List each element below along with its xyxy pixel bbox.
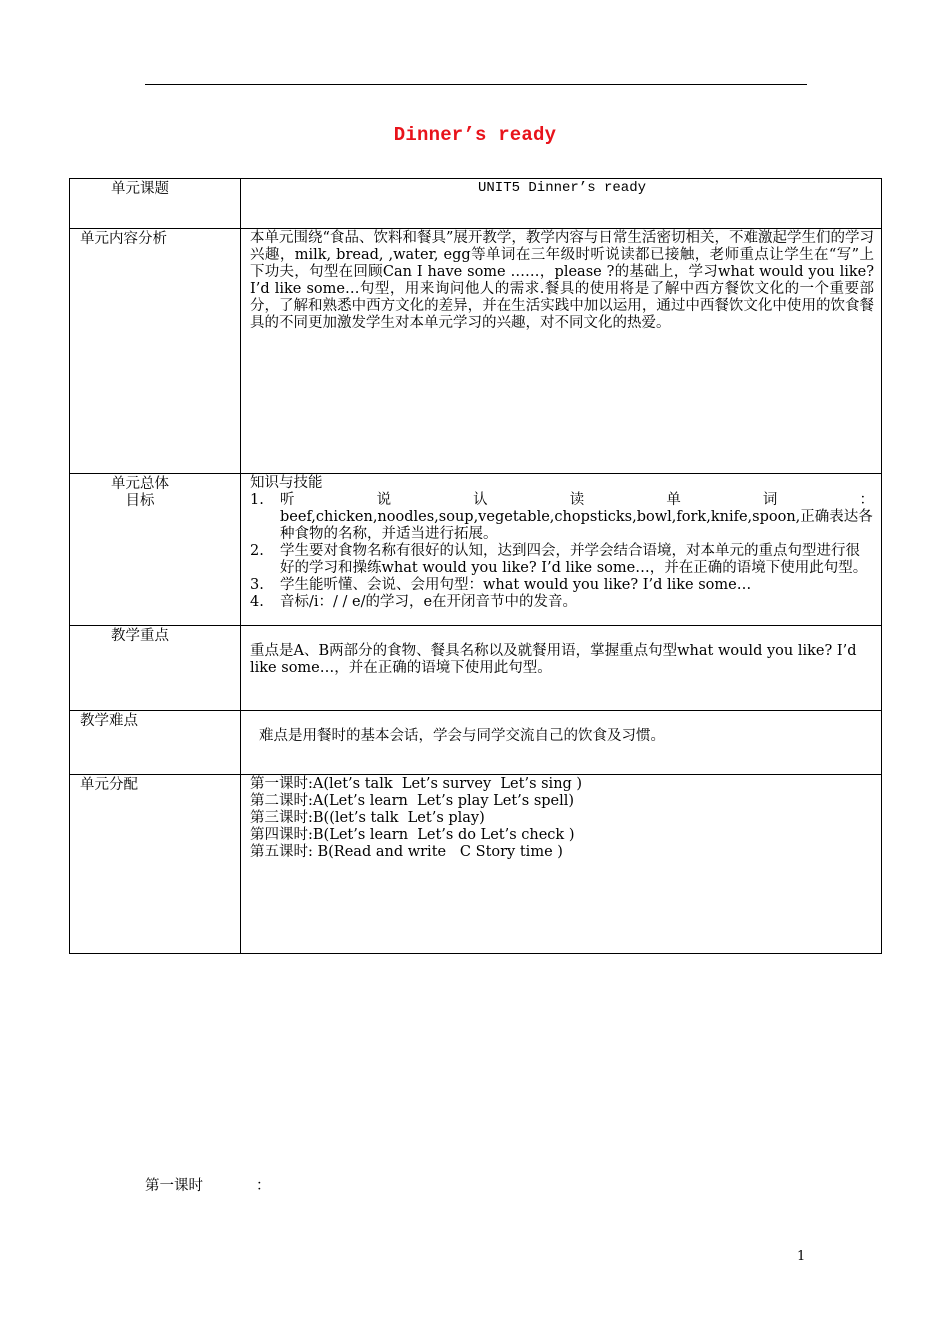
overall-goals-label	[70, 474, 241, 626]
unit-topic-value: UNIT5 Dinner’s ready	[241, 179, 882, 229]
overall-goals-label-line2: 目标	[125, 493, 155, 509]
goals-heading: 知识与技能	[250, 475, 323, 491]
unit-topic-label: 单元课题	[70, 179, 241, 229]
key-points-text: 重点是A、B两部分的食物、餐具名称以及就餐用语，掌握重点句型what would you like? I’d like some…，并在正确的语境下使用此句型。	[241, 626, 882, 711]
key-points-label: 教学重点	[70, 626, 241, 711]
overall-goals-content	[241, 474, 882, 626]
row-content-analysis	[70, 229, 882, 474]
row-overall-goals	[70, 474, 882, 626]
period-line: 第五课时: B(Read and write C Story time )	[250, 844, 563, 860]
goal-char: 读	[569, 492, 585, 508]
content-analysis-text: 本单元围绕“食品、饮料和餐具”展开教学，教学内容与日常生活密切相关，不难激起学生们的学习兴趣，milk, bread, ,water, egg等单词在三年级时听说读都已接触，老师重点让学生在“写”上下功夫，句型在回顾Can I have some ……，please ?的基础上，学习what would you like? I’d like some…句型，用来询问他人的需求.餐具的使用将是了解中西方餐饮文化的一个重要部分，了解和熟悉中西方文化的差异，并在生活实践中加以运用，通过中西餐饮文化中使用的饮食餐具的不同更加激发学生对本单元学习的兴趣，对不同文化的热爱。	[241, 229, 882, 474]
document-title: Dinner’s ready	[393, 124, 557, 146]
period-line: 第三课时:B((let’s talk Let’s play)	[250, 810, 485, 826]
content-analysis-label: 单元内容分析	[70, 229, 241, 474]
allocation-label: 单元分配	[70, 775, 241, 954]
row-key-points	[70, 626, 882, 711]
goal-char: 词	[762, 492, 778, 508]
allocation-periods	[241, 775, 882, 954]
goal-item-4-text: 音标/i：/ / e/的学习，e在开闭音节中的发音。	[280, 594, 578, 610]
period-line: 第一课时:A(let’s talk Let’s survey Let’s sing )	[250, 776, 583, 792]
difficulties-label: 教学难点	[70, 711, 241, 775]
page-number: 1	[797, 1249, 806, 1264]
goal-char: 听	[280, 492, 295, 508]
goal-char: ：	[859, 492, 874, 508]
header-rule	[145, 84, 807, 85]
goal-item-1-text: beef,chicken,noodles,soup,vegetable,chopsticks,bowl,fork,knife,spoon,正确表达各种食物的名称，并适当进行拓展。	[280, 509, 873, 542]
goal-item-4	[250, 594, 874, 611]
row-difficulties	[70, 711, 882, 775]
goal-number: 1.	[250, 492, 264, 508]
period-line: 第四课时:B(Let’s learn Let’s do Let’s check )	[250, 827, 575, 843]
goal-number: 4.	[250, 594, 264, 610]
footer-colon: ：	[256, 1178, 271, 1194]
goal-number: 3.	[250, 577, 264, 593]
goal-char: 说	[376, 492, 392, 508]
overall-goals-label-line1: 单元总体	[111, 476, 169, 492]
goal-item-3	[250, 577, 874, 594]
difficulties-text: 难点是用餐时的基本会话，学会与同学交流自己的饮食及习惯。	[241, 711, 882, 775]
unit-plan-table	[69, 178, 882, 954]
row-unit-topic	[70, 179, 882, 229]
goals-list	[250, 492, 874, 611]
goal-item-3-text: 学生能听懂、会说、会用句型：what would you like? I’d like some…	[280, 577, 752, 593]
goal-item-1-spaced-heading	[280, 492, 874, 509]
goal-char: 单	[666, 492, 681, 508]
goal-item-1	[250, 492, 874, 543]
period-line: 第二课时:A(Let’s learn Let’s play Let’s spell)	[250, 793, 575, 809]
footer-period-label: 第一课时	[145, 1178, 203, 1194]
goal-item-2	[250, 543, 874, 577]
row-allocation	[70, 775, 882, 954]
goal-item-2-text: 学生要对食物名称有很好的认知，达到四会，并学会结合语境，对本单元的重点句型进行很好的学习和操练what would you like? I’d like some…，并在正确的语境下使用此句型。	[280, 543, 868, 576]
goal-number: 2.	[250, 543, 264, 559]
goal-char: 认	[473, 492, 488, 508]
